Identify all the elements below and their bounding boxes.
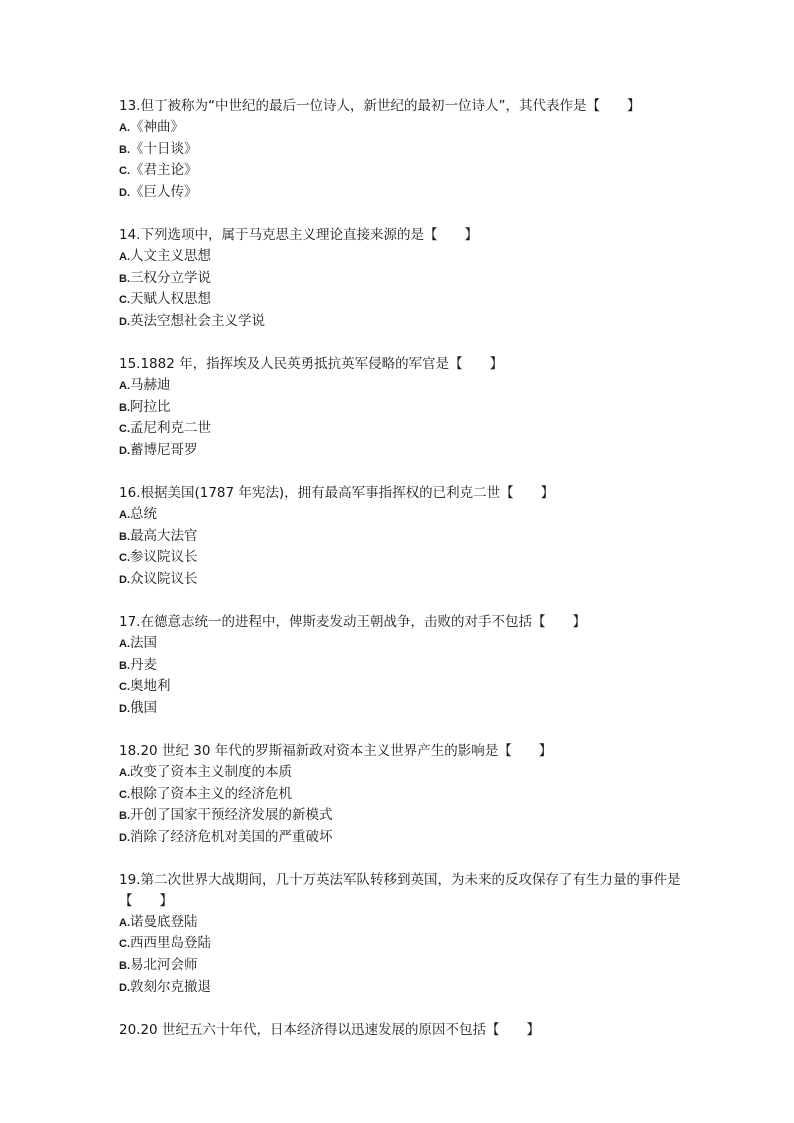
option-b xyxy=(119,526,709,548)
option-text: 《十日谈》 xyxy=(130,140,198,157)
option-letter: A. xyxy=(119,916,130,929)
question-17 xyxy=(119,612,709,720)
option-b xyxy=(119,655,709,677)
option-b xyxy=(119,139,709,161)
option-letter: D. xyxy=(119,981,130,994)
option-letter: C. xyxy=(119,294,130,307)
option-d xyxy=(119,440,709,462)
option-letter: D. xyxy=(119,316,130,329)
option-text: 根除了资本主义的经济危机 xyxy=(130,785,292,802)
question-18 xyxy=(119,741,709,849)
option-text: 天赋人权思想 xyxy=(130,291,211,308)
option-a xyxy=(119,762,709,784)
option-c xyxy=(119,676,709,698)
option-text: 俄国 xyxy=(130,700,157,717)
question-stem: 19.第二次世界大战期间，几十万英法军队转移到英国，为未来的反攻保存了有生力量的事件是【 】 xyxy=(119,871,681,909)
option-letter: A. xyxy=(119,121,130,134)
option-text: 总统 xyxy=(130,505,157,522)
option-b xyxy=(119,805,709,827)
option-text: 诺曼底登陆 xyxy=(130,913,198,930)
option-text: 阿拉比 xyxy=(130,398,171,415)
option-text: 敦刻尔克撤退 xyxy=(130,978,211,995)
option-letter: B. xyxy=(119,960,130,973)
question-14 xyxy=(119,225,709,333)
option-letter: B. xyxy=(119,401,130,414)
option-text: 三权分立学说 xyxy=(130,269,211,286)
option-text: 众议院议长 xyxy=(130,571,198,588)
option-text: 《巨人传》 xyxy=(130,184,198,201)
option-a xyxy=(119,375,709,397)
question-stem: 14.下列选项中，属于马克思主义理论直接来源的是【 】 xyxy=(119,226,478,243)
option-text: 消除了经济危机对美国的严重破坏 xyxy=(130,829,333,846)
option-a xyxy=(119,117,709,139)
option-text: 英法空想社会主义学说 xyxy=(130,313,265,330)
option-b xyxy=(119,268,709,290)
option-text: 参议院议长 xyxy=(130,549,198,566)
option-text: 人文主义思想 xyxy=(130,247,211,264)
question-20 xyxy=(119,1020,709,1041)
option-letter: C. xyxy=(119,788,130,801)
option-text: 马赫迪 xyxy=(130,376,171,393)
question-stem: 15.1882 年，指挥埃及人民英勇抵抗英军侵略的军官是【 】 xyxy=(119,355,504,372)
question-stem: 16.根据美国(1787 年宪法)，拥有最高军事指挥权的已利克二世【 】 xyxy=(119,484,555,501)
option-letter: B. xyxy=(119,530,130,543)
question-16 xyxy=(119,483,709,591)
option-letter: A. xyxy=(119,637,130,650)
option-c xyxy=(119,160,709,182)
option-text: 最高大法官 xyxy=(130,527,198,544)
question-stem: 20.20 世纪五六十年代，日本经济得以迅速发展的原因不包括【 】 xyxy=(119,1021,540,1038)
option-d xyxy=(119,977,709,999)
option-text: 《神曲》 xyxy=(130,118,184,135)
question-stem: 17.在德意志统一的进程中，俾斯麦发动王朝战争，击败的对手不包括【 】 xyxy=(119,613,586,630)
option-letter: A. xyxy=(119,508,130,521)
option-text: 《君主论》 xyxy=(130,162,198,179)
option-c xyxy=(119,933,709,955)
option-text: 易北河会师 xyxy=(130,957,198,974)
option-c xyxy=(119,418,709,440)
option-letter: D. xyxy=(119,832,130,845)
option-text: 改变了资本主义制度的本质 xyxy=(130,763,292,780)
option-text: 蓄博尼哥罗 xyxy=(130,442,198,459)
option-d xyxy=(119,569,709,591)
question-stem: 18.20 世纪 30 年代的罗斯福新政对资本主义世界产生的影响是【 】 xyxy=(119,742,553,759)
option-letter: D. xyxy=(119,445,130,458)
option-letter: C. xyxy=(119,423,130,436)
document-page xyxy=(119,96,709,1061)
option-letter: C. xyxy=(119,681,130,694)
option-letter: C. xyxy=(119,938,130,951)
option-letter: B. xyxy=(119,143,130,156)
option-c xyxy=(119,784,709,806)
option-letter: A. xyxy=(119,379,130,392)
option-a xyxy=(119,633,709,655)
option-text: 丹麦 xyxy=(130,656,157,673)
question-15 xyxy=(119,354,709,462)
question-13 xyxy=(119,96,709,204)
question-stem: 13.但丁被称为“中世纪的最后一位诗人，新世纪的最初一位诗人”，其代表作是【 】 xyxy=(119,98,641,114)
option-letter: D. xyxy=(119,574,130,587)
option-b xyxy=(119,955,709,977)
option-letter: C. xyxy=(119,552,130,565)
option-letter: B. xyxy=(119,272,130,285)
option-letter: D. xyxy=(119,703,130,716)
option-a xyxy=(119,912,709,934)
option-b xyxy=(119,397,709,419)
option-d xyxy=(119,698,709,720)
option-text: 奥地利 xyxy=(130,678,171,695)
option-letter: A. xyxy=(119,766,130,779)
option-letter: A. xyxy=(119,250,130,263)
option-c xyxy=(119,547,709,569)
option-letter: B. xyxy=(119,659,130,672)
option-c xyxy=(119,289,709,311)
option-a xyxy=(119,504,709,526)
option-d xyxy=(119,182,709,204)
option-d xyxy=(119,827,709,849)
option-text: 西西里岛登陆 xyxy=(130,935,211,952)
option-text: 开创了国家干预经济发展的新模式 xyxy=(130,807,333,824)
option-letter: D. xyxy=(119,187,130,200)
option-a xyxy=(119,246,709,268)
option-d xyxy=(119,311,709,333)
option-letter: C. xyxy=(119,165,130,178)
question-19 xyxy=(119,870,709,999)
option-text: 法国 xyxy=(130,634,157,651)
option-text: 孟尼利克二世 xyxy=(130,420,211,437)
option-letter: B. xyxy=(119,810,130,823)
